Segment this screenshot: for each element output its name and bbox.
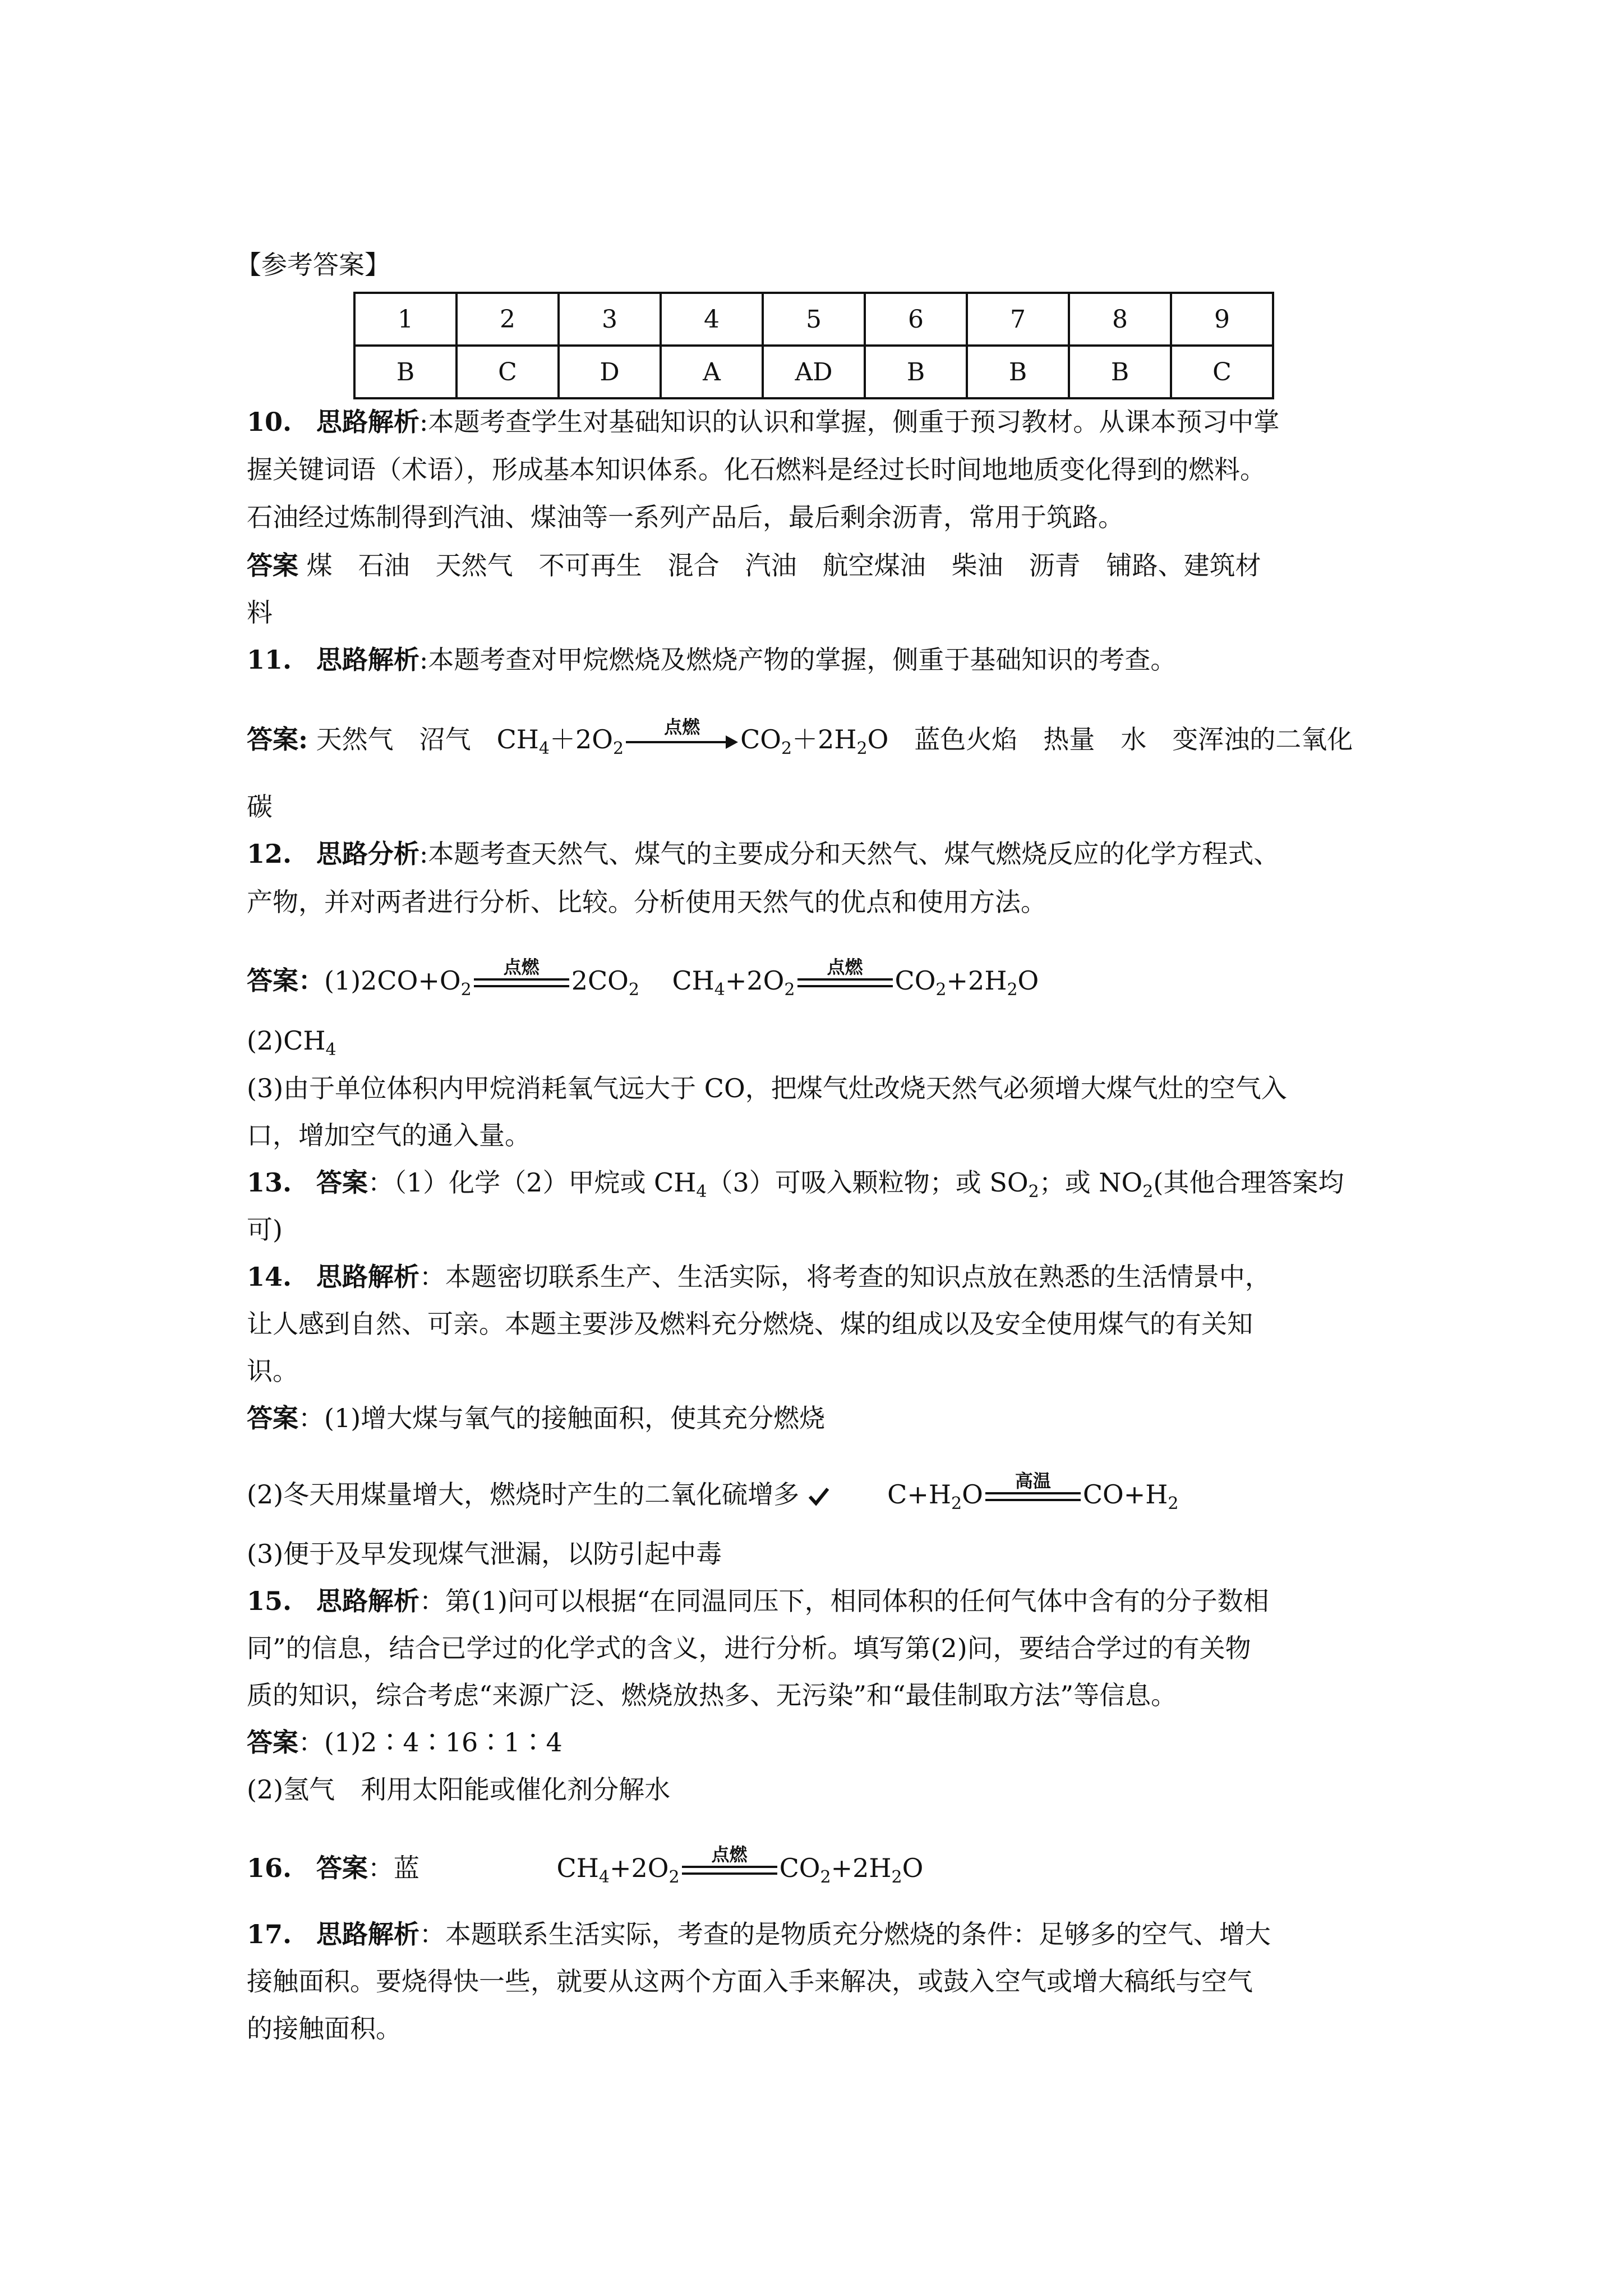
answer-text: 天然气 沼气 CH [307, 724, 539, 754]
equation-text: +2O [725, 965, 785, 996]
reaction-condition: 点燃 [711, 1844, 748, 1865]
q16-answer: 16. 答案：蓝 $CH_4+2O_2$ 点燃 $CO_2+2H_2O$ [247, 1851, 923, 1894]
reaction-condition: 点燃 [664, 716, 700, 738]
table-cell: B [865, 346, 967, 398]
q14-line-1 [247, 1260, 1271, 1294]
analysis-text: :本题考查对甲烷燃烧及燃烧产物的掌握，侧重于基础知识的考查。 [419, 645, 1177, 675]
table-cell: A [661, 346, 763, 398]
answer-text: ：蓝 [367, 1853, 419, 1883]
question-number: 17. [247, 1919, 292, 1949]
table-cell: 2 [457, 293, 559, 346]
q10-line-1 [247, 405, 1279, 439]
q10-answer-line-2: 料 [247, 597, 273, 628]
table-cell: B [1069, 346, 1171, 398]
equation-text: CH [672, 965, 714, 996]
answer-text: (其他合理答案均 [1153, 1167, 1344, 1198]
q13-answer-line-2: 可) [247, 1214, 283, 1245]
answer-label: 答案 [247, 550, 298, 581]
answer-label: 答案: [247, 724, 308, 754]
q14-answer-2: (2)冬天用煤量增大，燃烧时产生的二氧化硫增多 $C+H_2O$ 高温 $CO+H_2$ [247, 1478, 1179, 1521]
q12-part-2: $(2)CH_4$ [247, 1025, 336, 1060]
table-cell: C [457, 346, 559, 398]
q11-answer-line-2: 碳 [247, 792, 273, 822]
equation-text: CO [779, 1853, 820, 1883]
q14-line-3: 识。 [247, 1356, 298, 1386]
q15-answer-2: (2)氢气 利用太阳能或催化剂分解水 [247, 1774, 671, 1805]
reaction-equals [797, 956, 893, 994]
reaction-equals [985, 1470, 1081, 1508]
analysis-label: 思路解析 [316, 1919, 419, 1949]
q17-line-1 [247, 1917, 1271, 1951]
answer-label: 答案 [247, 1403, 298, 1433]
question-number: 13. [247, 1167, 292, 1198]
analysis-label: 思路解析 [316, 1262, 419, 1292]
equation-text: CH [556, 1853, 599, 1883]
reaction-condition: 点燃 [503, 956, 540, 978]
question-number: 16. [247, 1853, 292, 1883]
q15-line-2: 同”的信息，结合已学过的化学式的含义，进行分析。填写第(2)问，要结合学过的有关物 [247, 1633, 1251, 1663]
answer-text: ＋2H [792, 724, 857, 754]
answer-text: CO [740, 724, 782, 754]
q11-line-1 [247, 643, 1176, 677]
q17-line-3: 的接触面积。 [247, 2013, 402, 2044]
answer-text: O 蓝色火焰 热量 水 变浑浊的二氧化 [867, 724, 1353, 754]
q15-line-3: 质的知识，综合考虑“来源广泛、燃烧放热多、无污染”和“最佳制取方法”等信息。 [247, 1680, 1177, 1710]
answer-text: (2)CH [247, 1025, 326, 1056]
answer-text: ：(1)2∶4∶16∶1∶4 [298, 1727, 562, 1757]
q12-line-1 [247, 837, 1279, 871]
equation-text: 2CO [571, 965, 629, 996]
q12-part-3-line-2: 口，增加空气的通入量。 [247, 1120, 531, 1151]
analysis-text: ：本题密切联系生产、生活实际，将考查的知识点放在熟悉的生活情景中， [419, 1262, 1271, 1292]
q15-line-1 [247, 1584, 1269, 1618]
q12-answer: 答案：$(1)2CO+O_2$ 点燃 $2CO_2$ $CH_4+2O_2$ 点燃 $CO_2+2H_2O$ [247, 964, 1039, 1007]
question-number: 15. [247, 1586, 292, 1616]
answer-text: 煤 石油 天然气 不可再生 混合 汽油 航空煤油 柴油 沥青 铺路、建筑材 [298, 550, 1261, 581]
equation-text: CO+H [1082, 1479, 1168, 1510]
q15-answer-1 [247, 1726, 562, 1759]
q10-answer [247, 549, 1261, 582]
table-row-numbers [354, 293, 1273, 346]
q13-answer: 13. 答案：（1）化学（2）甲烷或 $CH_4(3)$可吸入颗粒物；或 $SO_2$；或 $NO_2$(其他合理答案均 [247, 1167, 1344, 1202]
table-cell: 3 [559, 293, 661, 346]
table-cell: 4 [661, 293, 763, 346]
analysis-label: 思路解析 [316, 1586, 419, 1616]
analysis-text: :本题考查天然气、煤气的主要成分和天然气、煤气燃烧反应的化学方程式、 [419, 839, 1280, 869]
reaction-equals [682, 1844, 777, 1881]
q11-answer: 答案: 天然气 沼气 $CH_4+2O_2$ 点燃 $CO_2+2H_2O$ 蓝色火焰 热量 水 变浑浊的二氧化 [247, 723, 1353, 766]
q10-line-2: 握关键词语（术语），形成基本知识体系。化石燃料是经过长时间地地质变化得到的燃料。 [247, 454, 1266, 485]
answer-text: ；或 NO [1039, 1167, 1143, 1198]
answer-label: 答案： [247, 965, 324, 996]
answer-text: ：(1)增大煤与氧气的接触面积，使其充分燃烧 [298, 1403, 826, 1433]
q14-line-2: 让人感到自然、可亲。本题主要涉及燃料充分燃烧、煤的组成以及安全使用煤气的有关知 [247, 1309, 1253, 1339]
table-cell: 9 [1171, 293, 1273, 346]
equation-text: C+H [887, 1479, 952, 1510]
equation-text: CO [895, 965, 936, 996]
reaction-arrow [626, 716, 738, 753]
check-mark-icon [808, 1485, 830, 1508]
q14-answer-1 [247, 1401, 825, 1435]
question-number: 11. [247, 645, 292, 675]
equation-text: +2O [609, 1853, 669, 1883]
table-cell: 5 [763, 293, 865, 346]
answer-label: 答案 [316, 1853, 368, 1883]
answer-text: (2)冬天用煤量增大，燃烧时产生的二氧化硫增多 [247, 1479, 800, 1510]
equation-text: +2H [946, 965, 1007, 996]
analysis-label: 思路解析 [316, 407, 419, 437]
reaction-equals [474, 956, 569, 994]
analysis-text: :本题考查学生对基础知识的认识和掌握，侧重于预习教材。从课本预习中掌 [419, 407, 1280, 437]
question-number: 14. [247, 1262, 292, 1292]
reaction-condition: 高温 [1015, 1470, 1051, 1492]
table-cell: D [559, 346, 661, 398]
question-number: 10. [247, 407, 292, 437]
equation-text: +2H [831, 1853, 892, 1883]
section-heading: 【参考答案】 [236, 250, 390, 280]
q10-line-3: 石油经过炼制得到汽油、煤油等一系列产品后，最后剩余沥青，常用于筑路。 [247, 502, 1124, 532]
answer-label: 答案 [316, 1167, 368, 1198]
answer-table [353, 292, 1274, 399]
table-cell: 6 [865, 293, 967, 346]
table-cell: 1 [354, 293, 457, 346]
analysis-label: 思路解析 [316, 645, 419, 675]
answer-label: 答案 [247, 1727, 298, 1757]
answer-text: ：（1）化学（2）甲烷或 CH [367, 1167, 697, 1198]
analysis-text: ：第(1)问可以根据“在同温同压下，相同体积的任何气体中含有的分子数相 [419, 1586, 1269, 1616]
equation-text: O [1017, 965, 1039, 996]
equation-text: (1)2CO+O [324, 965, 461, 996]
table-cell: AD [763, 346, 865, 398]
answer-text: ＋2O [550, 724, 613, 754]
table-cell: 7 [967, 293, 1069, 346]
table-cell: 8 [1069, 293, 1171, 346]
q14-answer-3: (3)便于及早发现煤气泄漏，以防引起中毒 [247, 1539, 722, 1569]
answer-text: （3）可吸入颗粒物；或 SO [707, 1167, 1029, 1198]
analysis-label: 思路分析 [316, 839, 419, 869]
table-cell: B [354, 346, 457, 398]
analysis-text: ：本题联系生活实际，考查的是物质充分燃烧的条件：足够多的空气、增大 [419, 1919, 1271, 1949]
q12-part-3-line-1: (3)由于单位体积内甲烷消耗氧气远大于 CO，把煤气灶改烧天然气必须增大煤气灶的空气入 [247, 1073, 1287, 1103]
table-cell: C [1171, 346, 1273, 398]
table-cell: B [967, 346, 1069, 398]
question-number: 12. [247, 839, 292, 869]
table-row-answers [354, 346, 1273, 398]
q17-line-2: 接触面积。要烧得快一些，就要从这两个方面入手来解决，或鼓入空气或增大稿纸与空气 [247, 1966, 1253, 1996]
q12-line-2: 产物，并对两者进行分析、比较。分析使用天然气的优点和使用方法。 [247, 887, 1046, 917]
equation-text: O [902, 1853, 924, 1883]
equation-text: O [962, 1479, 983, 1510]
reaction-condition: 点燃 [827, 956, 863, 978]
